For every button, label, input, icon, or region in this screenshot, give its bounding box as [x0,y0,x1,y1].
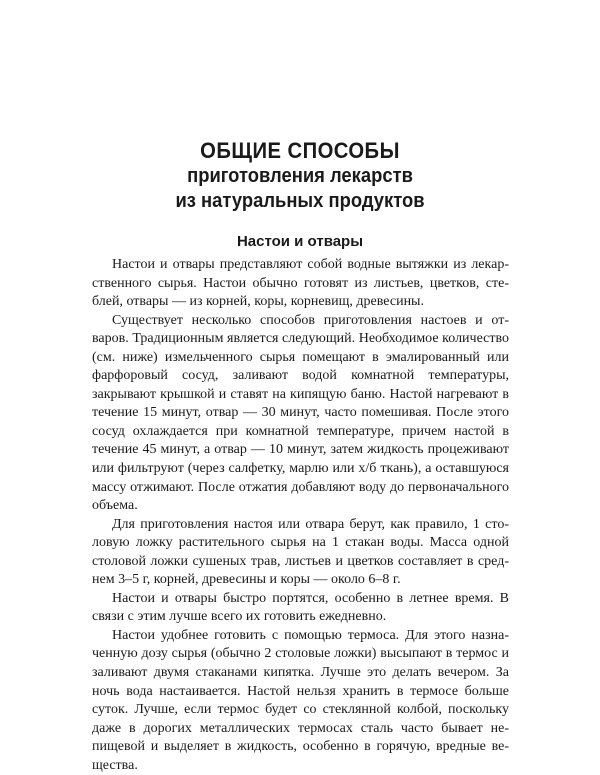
paragraph-1: Настои и отвары представляют собой водные вытяжки из лекарственного сырья. Настои обычно готовят из листьев, цветков, стеблей, отвары — из корней, коры, корневищ, древесины. [92,257,509,310]
paragraph-4: Настои и отвары быстро портятся, особенно в летнее время. В связи с этим лучше всего их готовить ежедневно. [92,590,509,625]
chapter-title-main: ОБЩИЕ СПОСОБЫ [200,138,400,163]
chapter-title-line-2: приготовления лекарств [187,165,413,187]
chapter-title [0,138,600,214]
section-heading: Настои и отвары [236,233,364,250]
body-text [92,256,509,775]
paragraph-3: Для приготовления настоя или отвара берут, как правило, 1 столовую ложку растительного сырья на 1 стакан воды. Масса одной столовой ложки сушеных трав, листьев и цветков составляет в среднем 3–5 г, корней, древесины и коры — около 6–8 г. [92,516,509,588]
chapter-title-line-3: из натуральных продуктов [175,190,425,212]
paragraph-5: Настои удобнее готовить с помощью термоса. Для этого назначенную дозу сырья (обычно 2 столовые ложки) высыпают в термос и заливают двумя стаканами кипятка. Лучше это делать вечером. За ночь вода настаивается. Настой нельзя хранить в термосе больше суток. Лучше, если термос будет со стеклянной колбой, поскольку даже в дорогих металлических термосах сталь часто бывает непищевой и выделяет в жидкость, особенно в горячую, вредные вещества. [92,627,509,773]
paragraph-2: Существует несколько способов приготовления настоев и отваров. Традиционным является следующий. Необходимое количество (см. ниже) измельченного сырья помещают в эмалированный или фарфоровый сосуд, заливают водой комнатной температуры, закрывают крышкой и ставят на кипящую баню. Настой нагревают в течение 15 минут, отвар — 30 минут, часто помешивая. После этого сосуд охлаждается при комнатной температуре, причем настой в течение 45 минут, а отвар — 10 минут, затем жидкость процеживают или фильтруют (через салфетку, марлю или х/б ткань), а оставшуюся массу отжимают. После отжатия добавляют воду до первоначального объема. [92,312,509,514]
